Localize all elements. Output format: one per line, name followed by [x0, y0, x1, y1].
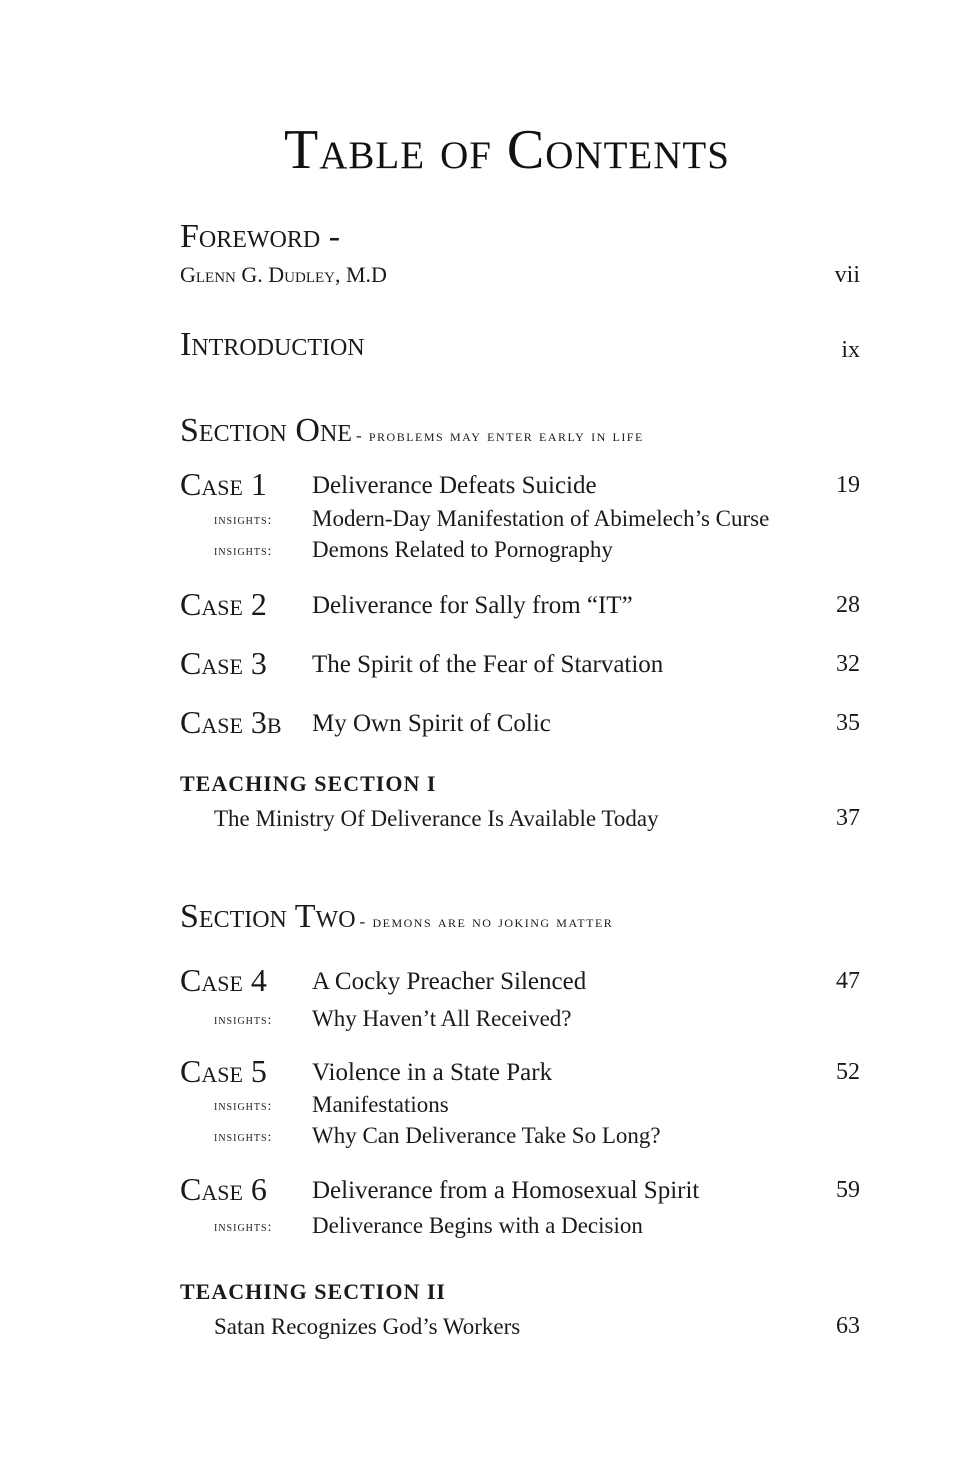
case6-insight-label-1: insights: [214, 1220, 273, 1235]
case3b-title: My Own Spirit of Colic [312, 710, 551, 737]
section-one-subtitle: - problems may enter early in life [355, 426, 644, 445]
case4-label: Case 4 [180, 962, 267, 998]
case5-label: Case 5 [180, 1053, 267, 1089]
case6-label: Case 6 [180, 1171, 267, 1207]
section-one-label: Section One [180, 412, 352, 449]
case4-insight-label-1: insights: [214, 1013, 273, 1028]
case5-insight-text-2: Why Can Deliverance Take So Long? [312, 1123, 661, 1148]
case5-insight-text-1: Manifestations [312, 1092, 449, 1117]
case4-page: 47 [836, 968, 860, 994]
case1-insight-text-2: Demons Related to Pornography [312, 537, 613, 562]
case1-insight-text-1: Modern-Day Manifestation of Abimelech’s Curse [312, 506, 770, 531]
teaching1-page: 37 [836, 805, 860, 831]
teaching2-label: TEACHING SECTION II [180, 1279, 446, 1304]
case6-title: Deliverance from a Homosexual Spirit [312, 1177, 700, 1204]
case5-title: Violence in a State Park [312, 1059, 553, 1086]
case1-label: Case 1 [180, 466, 267, 502]
case5-insight-label-2: insights: [214, 1130, 273, 1145]
section-two-heading [180, 898, 613, 936]
case3-title: The Spirit of the Fear of Starvation [312, 651, 664, 678]
case2-page: 28 [836, 592, 860, 618]
case1-page: 19 [836, 472, 860, 498]
case3-page: 32 [836, 651, 860, 677]
teaching2-text: Satan Recognizes God’s Workers [214, 1314, 521, 1339]
section-two-label: Section Two [180, 898, 356, 935]
case2-label: Case 2 [180, 586, 267, 622]
case3b-page: 35 [836, 710, 860, 736]
foreword-author: Glenn G. Dudley, M.D [180, 262, 387, 287]
case4-title: A Cocky Preacher Silenced [312, 968, 587, 995]
case4-insight-text-1: Why Haven’t All Received? [312, 1006, 572, 1031]
case5-page: 52 [836, 1059, 860, 1085]
teaching1-text: The Ministry Of Deliverance Is Available Today [214, 806, 659, 831]
case1-title: Deliverance Defeats Suicide [312, 472, 597, 499]
introduction-label: Introduction [180, 326, 365, 363]
teaching2-page: 63 [836, 1313, 860, 1339]
teaching1-label: TEACHING SECTION I [180, 771, 437, 796]
foreword-page: vii [834, 262, 860, 288]
introduction-page: ix [841, 337, 860, 363]
case6-page: 59 [836, 1177, 860, 1203]
case1-insight-label-2: insights: [214, 544, 273, 559]
case5-insight-label-1: insights: [214, 1099, 273, 1114]
case3-label: Case 3 [180, 645, 267, 681]
section-one-heading [180, 412, 644, 450]
case2-title: Deliverance for Sally from “IT” [312, 592, 633, 619]
case1-insight-label-1: insights: [214, 513, 273, 528]
case3b-label: Case 3b [180, 704, 282, 740]
foreword-label: Foreword - [180, 218, 341, 255]
page-title: Table of Contents [284, 119, 730, 181]
case6-insight-text-1: Deliverance Begins with a Decision [312, 1213, 643, 1238]
section-two-subtitle: - demons are no joking matter [359, 912, 614, 931]
